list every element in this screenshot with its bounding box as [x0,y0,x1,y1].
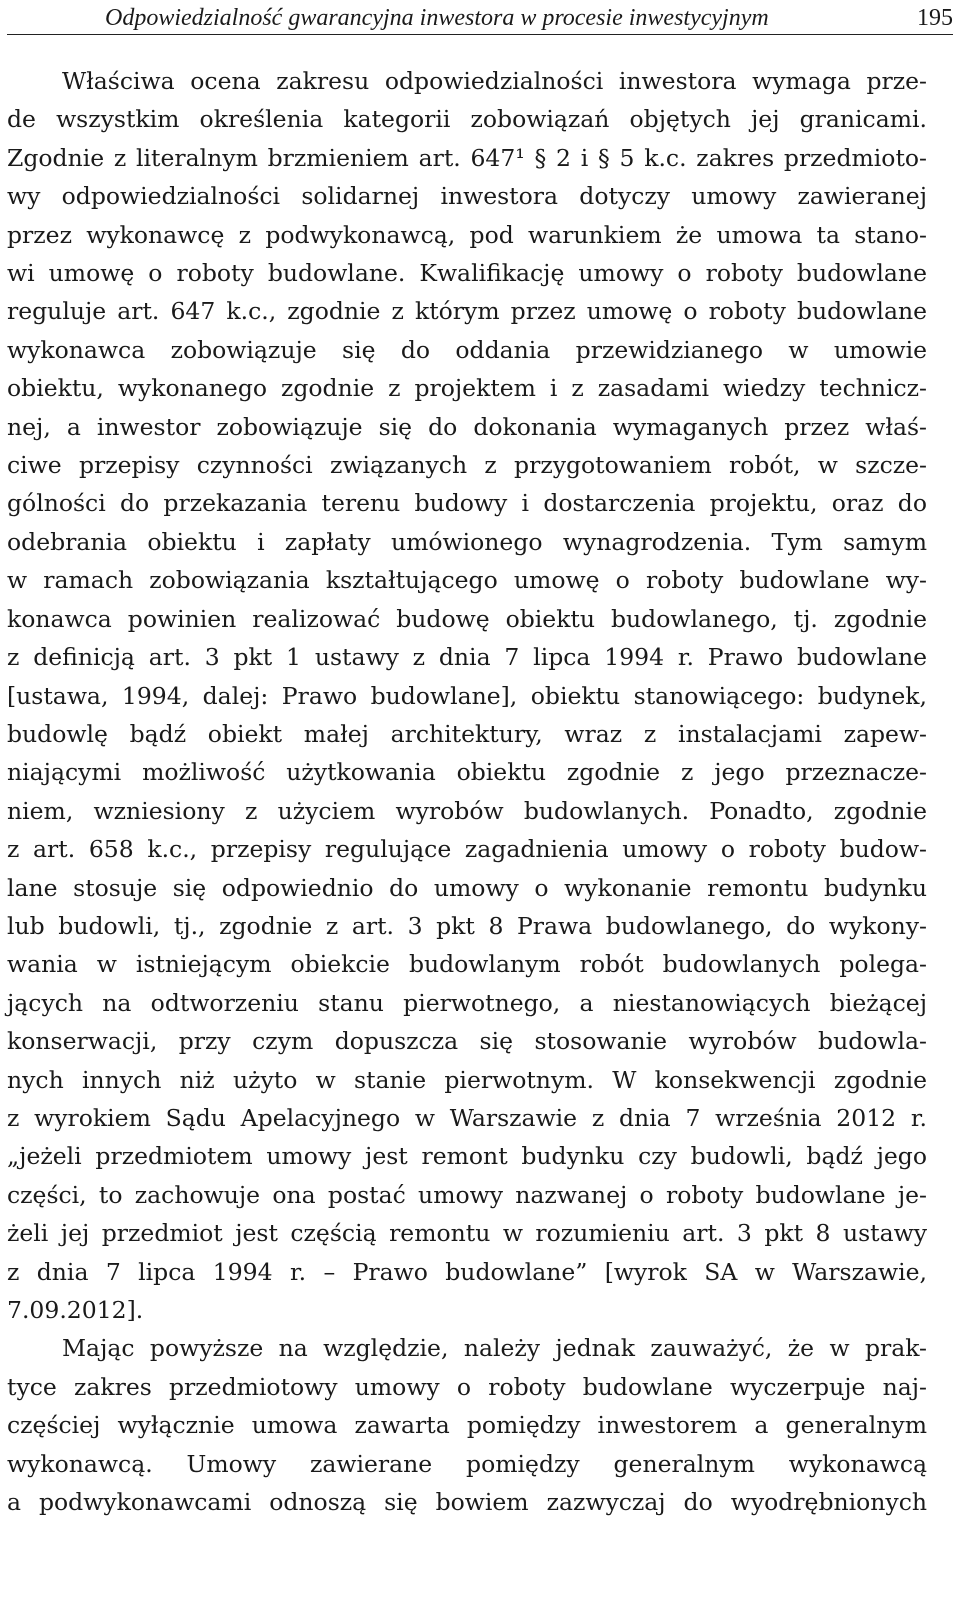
text-line: częściej wyłącznie umowa zawarta pomiędzy inwestorem a generalnym [7,1411,927,1440]
running-header [7,0,953,35]
text-line: z wyrokiem Sądu Apelacyjnego w Warszawie z dnia 7 września 2012 r. [7,1103,927,1132]
running-header-title: Odpowiedzialność gwarancyjna inwestora w procesie inwestycyjnym [105,5,769,31]
paragraph-2 [7,1329,927,1521]
text-line: konawca powinien realizować budowę obiektu budowlanego, tj. zgodnie [7,604,927,633]
text-line: [ustawa, 1994, dalej: Prawo budowlane], obiektu stanowiącego: budynek, [7,681,927,710]
text-line: z dnia 7 lipca 1994 r. – Prawo budowlane” [wyrok SA w Warszawie, [7,1257,927,1286]
paragraph-1 [7,62,927,1329]
text-line: z definicją art. 3 pkt 1 ustawy z dnia 7 lipca 1994 r. Prawo budowlane [7,643,927,672]
text-line: niającymi możliwość użytkowania obiektu zgodnie z jego przeznacze- [7,758,927,787]
text-line: a podwykonawcami odnoszą się bowiem zazwyczaj do wyodrębnionych [7,1488,927,1517]
text-line: obiektu, wykonanego zgodnie z projektem i z zasadami wiedzy technicz- [7,374,927,403]
body-text [7,62,927,1521]
text-line: niem, wzniesiony z użyciem wyrobów budowlanych. Ponadto, zgodnie [7,796,927,825]
text-line: w ramach zobowiązania kształtującego umowę o roboty budowlane wy- [7,566,927,595]
text-line: ciwe przepisy czynności związanych z przygotowaniem robót, w szcze- [7,451,927,480]
text-line: wania w istniejącym obiekcie budowlanym robót budowlanych polega- [7,950,927,979]
text-line: budowlę bądź obiekt małej architektury, wraz z instalacjami zapew- [7,719,927,748]
text-line: de wszystkim określenia kategorii zobowiązań objętych jej granicami. [7,105,927,134]
text-line: z art. 658 k.c., przepisy regulujące zagadnienia umowy o roboty budow- [7,835,927,864]
text-line: odebrania obiektu i zapłaty umówionego wynagrodzenia. Tym samym [7,527,927,556]
text-line: Zgodnie z literalnym brzmieniem art. 647¹ § 2 i § 5 k.c. zakres przedmioto- [7,143,927,172]
text-line: reguluje art. 647 k.c., zgodnie z którym przez umowę o roboty budowlane [7,297,927,326]
document-page [7,0,953,1621]
text-line: tyce zakres przedmiotowy umowy o roboty budowlane wyczerpuje naj- [7,1372,927,1401]
text-line: żeli jej przedmiot jest częścią remontu w rozumieniu art. 3 pkt 8 ustawy [7,1219,927,1248]
text-line: nych innych niż użyto w stanie pierwotnym. W konsekwencji zgodnie [7,1065,927,1094]
text-line: jących na odtworzeniu stanu pierwotnego, a niestanowiących bieżącej [7,988,927,1017]
text-line: wykonawca zobowiązuje się do oddania przewidzianego w umowie [7,335,927,364]
text-line: Właściwa ocena zakresu odpowiedzialności inwestora wymaga prze- [62,67,927,95]
text-line: gólności do przekazania terenu budowy i dostarczenia projektu, oraz do [7,489,927,518]
text-line: wy odpowiedzialności solidarnej inwestora dotyczy umowy zawieranej [7,182,927,211]
text-line: lane stosuje się odpowiednio do umowy o wykonanie remontu budynku [7,873,927,902]
text-line: konserwacji, przy czym dopuszcza się stosowanie wyrobów budowla- [7,1027,927,1056]
text-line: wi umowę o roboty budowlane. Kwalifikację umowy o roboty budowlane [7,259,927,288]
page-number: 195 [917,5,953,31]
text-line: Mając powyższe na względzie, należy jednak zauważyć, że w prak- [62,1334,927,1363]
text-line: części, to zachowuje ona postać umowy nazwanej o roboty budowlane je- [7,1180,927,1209]
text-line: przez wykonawcę z podwykonawcą, pod warunkiem że umowa ta stano- [7,220,927,249]
text-line: wykonawcą. Umowy zawierane pomiędzy generalnym wykonawcą [7,1449,927,1478]
text-line: „jeżeli przedmiotem umowy jest remont budynku czy budowli, bądź jego [7,1142,927,1171]
text-line: 7.09.2012]. [7,1296,144,1324]
text-line: lub budowli, tj., zgodnie z art. 3 pkt 8 Prawa budowlanego, do wykony- [7,911,927,940]
text-line: nej, a inwestor zobowiązuje się do dokonania wymaganych przez właś- [7,412,927,441]
